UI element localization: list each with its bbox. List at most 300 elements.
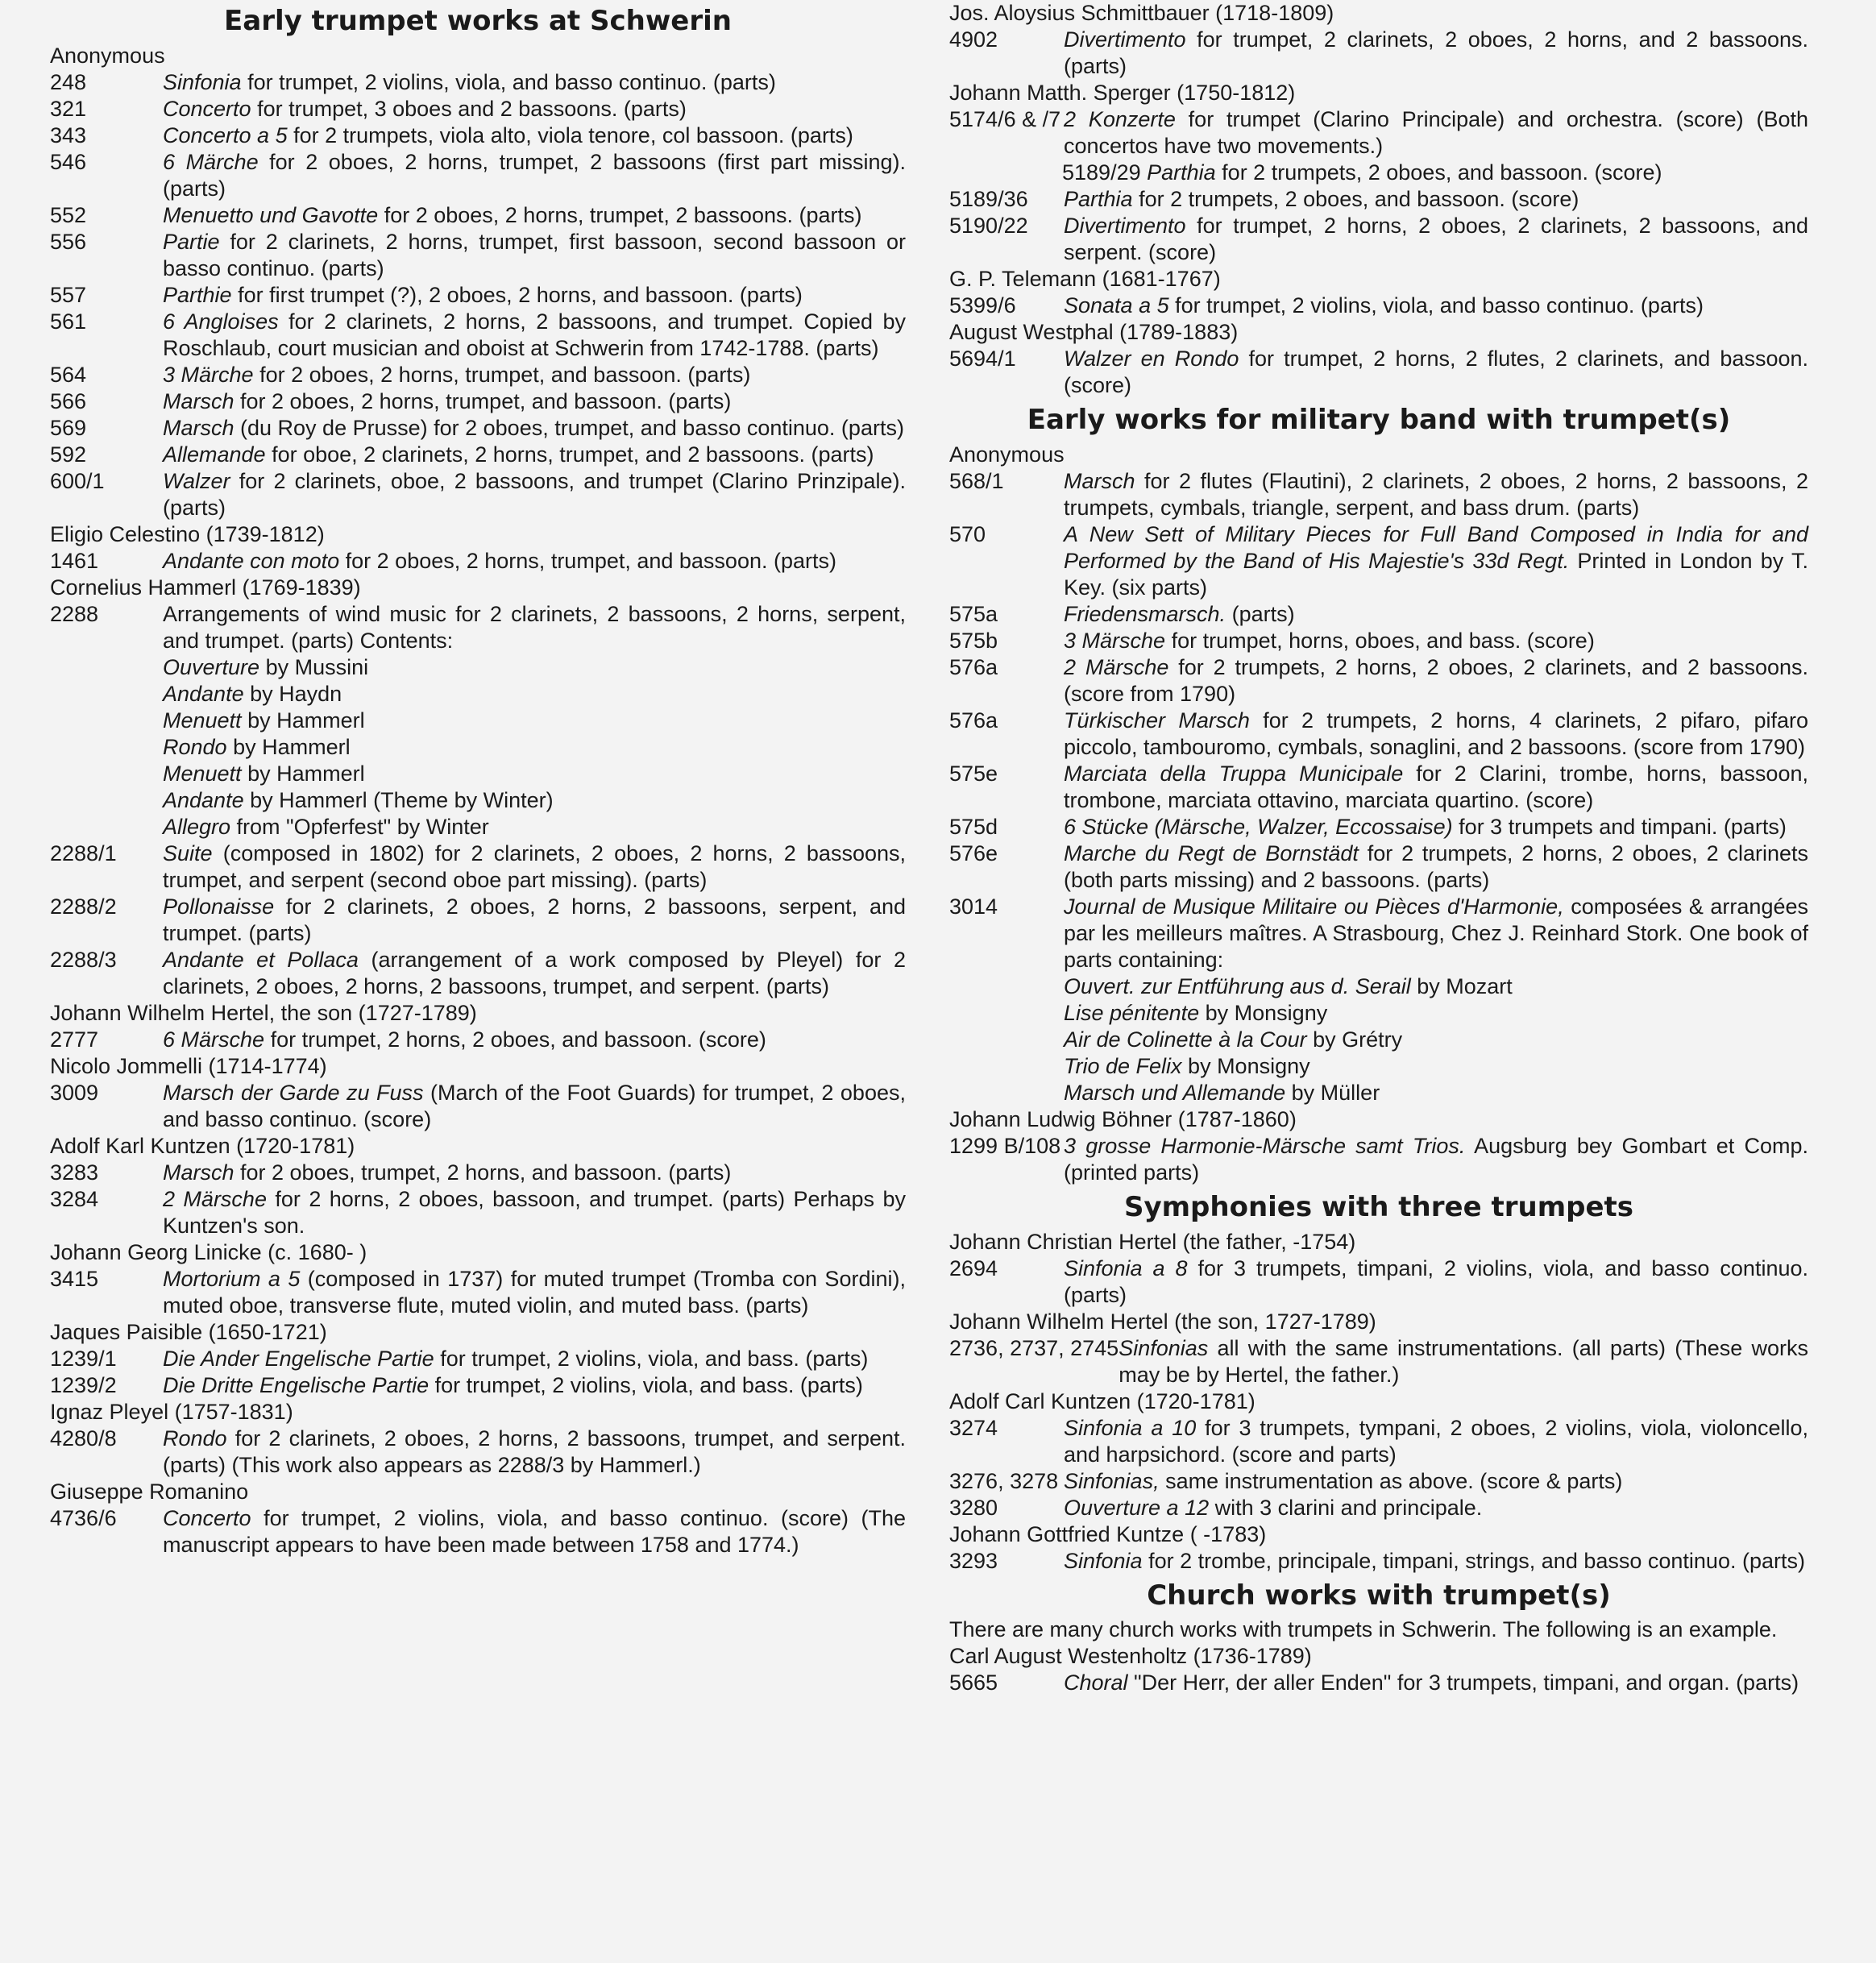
- work-title: Concerto: [163, 1505, 251, 1530]
- work-details: by Hammerl: [241, 708, 365, 732]
- work-title: Parthia: [1064, 187, 1133, 211]
- work-title: Die Dritte Engelische Partie: [163, 1372, 430, 1397]
- catalog-entry: [50, 362, 906, 388]
- catalog-entry: [50, 894, 906, 947]
- entry-description: [1064, 1548, 1808, 1575]
- catalog-number: 557: [50, 282, 87, 307]
- catalog-number: 569: [50, 415, 87, 440]
- catalog-number: 5189/29: [1062, 160, 1148, 185]
- work-details: by Monsigny: [1181, 1053, 1310, 1078]
- composer-name: Eligio Celestino (1739-1812): [50, 521, 325, 546]
- entry-description: [163, 309, 906, 362]
- composer-name: Johann Wilhelm Hertel, the son (1727-1789): [50, 1000, 477, 1025]
- work-title: 2 Konzerte: [1064, 107, 1176, 131]
- catalog-entry: [50, 282, 906, 309]
- work-title: Sonata a 5: [1064, 293, 1169, 317]
- catalog-number: 2288: [50, 601, 99, 626]
- work-title: Menuett: [163, 761, 242, 786]
- work-details: for 3 trumpets, timpani, 2 violins, viola, and basso continuo. (parts): [1064, 1255, 1808, 1307]
- composer-name: August Westphal (1789-1883): [949, 320, 1239, 344]
- work-details: (arrangement of a work composed by Pleyel) for 2 clarinets, 2 oboes, 2 horns, 2 bassoons, trumpet, and serpent. (parts): [163, 947, 906, 998]
- work-title: Journal de Musique Militaire ou Pièces d'Harmonie,: [1064, 894, 1564, 919]
- entry-description: [163, 1027, 906, 1053]
- work-title: Air de Colinette à la Cour: [1064, 1027, 1307, 1052]
- work-title: Sinfonia a 8: [1064, 1255, 1188, 1280]
- catalog-number: 600/1: [50, 468, 105, 493]
- work-details: by Haydn: [243, 681, 342, 706]
- entry-description: [163, 96, 906, 122]
- work-title: 6 Stücke (Märsche, Walzer, Eccossaise): [1064, 814, 1453, 839]
- work-details: with 3 clarini and principale.: [1209, 1495, 1483, 1520]
- entry-description: [1064, 628, 1808, 654]
- catalog-number: 2288/1: [50, 840, 117, 865]
- work-title: Pollonaisse: [163, 894, 275, 919]
- composer-name: Nicolo Jommelli (1714-1774): [50, 1053, 327, 1078]
- catalog-entry: [949, 346, 1808, 399]
- work-title: Divertimento: [1064, 27, 1186, 52]
- catalog-number: 1239/2: [50, 1372, 117, 1397]
- catalog-number: 2694: [949, 1255, 998, 1280]
- composer-name: Jaques Paisible (1650-1721): [50, 1319, 327, 1344]
- work-details: from "Opferfest" by Winter: [230, 814, 489, 839]
- work-title: Choral: [1064, 1670, 1128, 1695]
- work-title: Walzer en Rondo: [1064, 347, 1239, 371]
- catalog-number: 3276, 3278: [949, 1468, 1059, 1493]
- catalog-number: 5694/1: [949, 347, 1016, 371]
- work-details: for 2 oboes, trumpet, 2 horns, and bassoon. (parts): [234, 1160, 732, 1185]
- work-title: Andante: [163, 787, 244, 812]
- work-title: Walzer: [163, 468, 230, 493]
- work-details: for 2 oboes, 2 horns, trumpet, and bassoon. (parts): [234, 388, 732, 413]
- work-details: for 2 clarinets, 2 oboes, 2 horns, 2 bassoons, trumpet, and serpent. (parts) (This work also appears as 2288/3 by Hammerl.): [163, 1426, 906, 1477]
- work-title: Ouvert. zur Entführung aus d. Serail: [1064, 973, 1411, 998]
- work-title: Trio de Felix: [1064, 1053, 1182, 1078]
- catalog-number: 343: [50, 122, 87, 147]
- catalog-entry: [50, 840, 906, 894]
- work-title: Menuetto und Gavotte: [163, 202, 379, 227]
- entry-description: [1064, 1670, 1808, 1696]
- contents-line: [163, 708, 906, 734]
- work-details: (parts): [1226, 601, 1295, 626]
- section-title: Early works for military band with trumpet(s): [1027, 404, 1731, 436]
- work-details: for 2 trumpets, 2 oboes, and bassoon. (score): [1215, 160, 1662, 185]
- catalog-entry: [50, 415, 906, 442]
- work-title: A New Sett of Military Pieces for Full Band Composed in India for and Performed by the Band of His Majestie's 33d Regt.: [1064, 521, 1808, 573]
- entry-description: [1064, 1133, 1808, 1186]
- catalog-entry: [949, 1335, 1808, 1388]
- work-details: for trumpet, 2 clarinets, 2 oboes, 2 horns, and 2 bassoons. (parts): [1064, 27, 1808, 78]
- catalog-entry: [949, 628, 1808, 654]
- catalog-entry: [949, 213, 1808, 266]
- work-title: Marsch: [163, 1160, 234, 1185]
- work-title: Parthie: [163, 282, 232, 307]
- entry-description: [163, 1346, 906, 1372]
- work-details: for trumpet, 2 horns, 2 flutes, 2 clarinets, and bassoon. (score): [1064, 347, 1808, 397]
- entry-description: [163, 840, 906, 894]
- entry-description: [163, 229, 906, 282]
- entry-description: [163, 202, 906, 229]
- catalog-entry: [949, 1495, 1808, 1521]
- work-details: for 2 trumpets, 2 horns, 2 oboes, 2 clarinets, and 2 bassoons. (score from 1790): [1064, 654, 1808, 706]
- work-title: Divertimento: [1064, 214, 1186, 238]
- work-details: for 2 clarinets, 2 horns, trumpet, first bassoon, second bassoon or basso continuo. (parts): [163, 229, 906, 280]
- composer-name: Johann Wilhelm Hertel (the son, 1727-1789): [949, 1309, 1376, 1334]
- contents-line: [1064, 973, 1808, 1000]
- work-details: for 2 Clarini, trombe, horns, bassoon, trombone, marciata ottavino, marciata quartino. (score): [1064, 761, 1808, 812]
- catalog-number: 568/1: [949, 468, 1004, 493]
- catalog-entry: [949, 106, 1808, 160]
- work-details: for trumpet, 2 violins, viola, and basso continuo. (parts): [1168, 293, 1704, 317]
- catalog-entry: [50, 468, 906, 521]
- catalog-number: 576a: [949, 708, 998, 732]
- composer-name: Anonymous: [50, 43, 165, 68]
- work-details: for 3 trumpets, tympani, 2 oboes, 2 violins, viola, violoncello, and harpsichord. (score and parts): [1064, 1415, 1808, 1467]
- work-title: 2 Märsche: [163, 1186, 267, 1211]
- work-title: Sinfonia: [163, 69, 242, 94]
- entry-description: [1064, 654, 1808, 708]
- work-title: Marche du Regt de Bornstädt: [1064, 840, 1359, 865]
- left-column: [50, 0, 906, 1558]
- entry-description: [1064, 346, 1808, 399]
- entry-description: [1064, 468, 1808, 521]
- catalog-entry: [949, 1670, 1808, 1696]
- entry-description: [163, 947, 906, 1000]
- entry-description: [163, 282, 906, 309]
- work-title: Concerto a 5: [163, 122, 288, 147]
- work-title: Menuett: [163, 708, 242, 732]
- work-details: for trumpet, 2 horns, 2 oboes, 2 clarinets, 2 bassoons, and serpent. (score): [1064, 214, 1808, 264]
- entry-description: [1064, 106, 1808, 160]
- entry-description: [1064, 761, 1808, 814]
- entry-description: [1064, 213, 1808, 266]
- catalog-entry: [50, 1027, 906, 1053]
- catalog-entry: [50, 69, 906, 96]
- entry-description: [163, 1266, 906, 1319]
- catalog-number: 3284: [50, 1186, 99, 1211]
- entry-description: [163, 1505, 906, 1558]
- entry-description: [163, 149, 906, 202]
- catalog-number: 4280/8: [50, 1426, 117, 1450]
- work-title: 2 Märsche: [1064, 654, 1169, 679]
- work-details: for trumpet, 2 violins, viola, and basso continuo. (parts): [241, 69, 776, 94]
- work-title: Rondo: [163, 734, 227, 759]
- contents-line: [163, 681, 906, 708]
- composer-name: Adolf Carl Kuntzen (1720-1781): [949, 1388, 1256, 1413]
- catalog-number: 575a: [949, 601, 998, 626]
- catalog-number: 5190/22: [949, 214, 1028, 238]
- work-title: Concerto: [163, 96, 251, 121]
- catalog-entry: [50, 1426, 906, 1479]
- composer-name: Johann Christian Hertel (the father, -1754): [949, 1229, 1356, 1254]
- work-details: for 2 clarinets, 2 oboes, 2 horns, 2 bassoons, serpent, and trumpet. (parts): [163, 894, 906, 945]
- catalog-number: 576a: [949, 654, 998, 679]
- catalog-number: 321: [50, 96, 87, 121]
- work-title: Sinfonias: [1119, 1335, 1209, 1360]
- work-title: Suite: [163, 840, 213, 865]
- catalog-entry: [50, 1160, 906, 1186]
- entry-description: [1064, 521, 1808, 601]
- catalog-entry: [949, 1133, 1808, 1186]
- work-details: by Monsigny: [1199, 1000, 1328, 1025]
- catalog-entry: [949, 840, 1808, 894]
- work-details: by Grétry: [1306, 1027, 1403, 1052]
- work-details: for trumpet, 2 violins, viola, and bass. (parts): [429, 1372, 863, 1397]
- entry-description: [1119, 1335, 1808, 1388]
- catalog-number: 3274: [949, 1415, 998, 1440]
- work-details: composées & arrangées par les meilleurs maîtres. A Strasbourg, Chez J. Reinhard Stork. One book of parts containing:: [1064, 894, 1808, 972]
- contents-line: [1064, 1027, 1808, 1053]
- catalog-entry: [949, 160, 1808, 186]
- contents-line: [163, 734, 906, 761]
- catalog-number: 575d: [949, 814, 998, 839]
- catalog-number: 3283: [50, 1160, 99, 1185]
- work-title: Partie: [163, 229, 220, 254]
- work-title: Die Ander Engelische Partie: [163, 1346, 434, 1371]
- catalog-number: 570: [949, 521, 986, 546]
- work-details: for 3 trumpets and timpani. (parts): [1452, 814, 1787, 839]
- composer-name: Carl August Westenholtz (1736-1789): [949, 1644, 1312, 1669]
- work-details: for trumpet, 2 violins, viola, and basso continuo. (score) (The manuscript appears to have been made between 1758 and 1774.): [163, 1505, 906, 1557]
- work-title: Ouverture a 12: [1064, 1495, 1210, 1520]
- work-title: 3 Märsche: [1064, 628, 1166, 653]
- work-title: 6 Angloises: [163, 309, 279, 334]
- catalog-number: 248: [50, 69, 87, 94]
- catalog-number: 5399/6: [949, 293, 1016, 317]
- catalog-number: 1461: [50, 548, 99, 573]
- entry-description: [1064, 840, 1808, 894]
- contents-line: [163, 654, 906, 681]
- work-details: for 2 horns, 2 oboes, bassoon, and trumpet. (parts) Perhaps by Kuntzen's son.: [163, 1186, 906, 1238]
- catalog-number: 592: [50, 442, 87, 467]
- work-details: for trumpet, horns, oboes, and bass. (score): [1165, 628, 1595, 653]
- entry-description: [1064, 814, 1808, 840]
- composer-name: Adolf Karl Kuntzen (1720-1781): [50, 1133, 355, 1158]
- entry-description: [163, 388, 906, 415]
- catalog-number: 576e: [949, 840, 998, 865]
- catalog-entry: [50, 388, 906, 415]
- catalog-entry: [50, 1080, 906, 1133]
- entry-description: [1062, 160, 1662, 185]
- section-title: Symphonies with three trumpets: [1123, 1190, 1634, 1223]
- work-details: for 2 oboes, 2 horns, trumpet, 2 bassoons (first part missing). (parts): [163, 149, 906, 201]
- work-details: "Der Herr, der aller Enden" for 3 trumpets, timpani, and organ. (parts): [1127, 1670, 1799, 1695]
- catalog-entry: [50, 96, 906, 122]
- work-title: Sinfonia: [1064, 1548, 1143, 1573]
- composer-name: Cornelius Hammerl (1769-1839): [50, 575, 361, 600]
- entry-description: [1064, 894, 1808, 1106]
- work-title: Marsch und Allemande: [1064, 1080, 1286, 1105]
- work-details: for oboe, 2 clarinets, 2 horns, trumpet, and 2 bassoons. (parts): [265, 442, 874, 467]
- contents-line: [1064, 1053, 1808, 1080]
- work-details: by Hammerl: [241, 761, 365, 786]
- catalog-entry: [50, 122, 906, 149]
- entry-description: [163, 468, 906, 521]
- work-details: (composed in 1802) for 2 clarinets, 2 oboes, 2 horns, 2 bassoons, trumpet, and serpent (second oboe part missing). (parts): [163, 840, 906, 892]
- work-details: by Hammerl: [226, 734, 351, 759]
- catalog-number: 3415: [50, 1266, 99, 1291]
- catalog-entry: [949, 1415, 1808, 1468]
- work-details: for 2 oboes, 2 horns, trumpet, 2 bassoons. (parts): [378, 202, 862, 227]
- work-details: for first trumpet (?), 2 oboes, 2 horns, and bassoon. (parts): [231, 282, 803, 307]
- work-details: for 2 oboes, 2 horns, trumpet, and bassoon. (parts): [253, 362, 751, 387]
- work-details: same instrumentation as above. (score & parts): [1159, 1468, 1623, 1493]
- catalog-entry: [50, 1186, 906, 1239]
- catalog-entry: [949, 761, 1808, 814]
- entry-description: [163, 601, 906, 840]
- work-details: for 2 clarinets, oboe, 2 bassoons, and trumpet (Clarino Prinzipale). (parts): [163, 468, 906, 520]
- work-title: Andante con moto: [163, 548, 340, 573]
- work-details: for trumpet, 3 oboes and 2 bassoons. (parts): [251, 96, 687, 121]
- work-details: for trumpet, 2 horns, 2 oboes, and bassoon. (score): [264, 1027, 766, 1052]
- work-details: for 2 trumpets, viola alto, viola tenore, col bassoon. (parts): [287, 122, 853, 147]
- catalog-entry: [949, 894, 1808, 1106]
- contents-line: [1064, 1080, 1808, 1106]
- catalog-entry: [50, 442, 906, 468]
- composer-name: Johann Ludwig Böhner (1787-1860): [949, 1106, 1297, 1131]
- catalog-number: 3014: [949, 894, 998, 919]
- work-title: Rondo: [163, 1426, 227, 1450]
- work-details: for trumpet, 2 violins, viola, and bass. (parts): [434, 1346, 869, 1371]
- catalog-number: 566: [50, 388, 87, 413]
- catalog-number: 3009: [50, 1080, 99, 1105]
- composer-name: Jos. Aloysius Schmittbauer (1718-1809): [949, 1, 1334, 25]
- work-details: for 2 oboes, 2 horns, trumpet, and bassoon. (parts): [339, 548, 836, 573]
- catalog-entry: [949, 708, 1808, 761]
- work-title: Andante: [163, 681, 244, 706]
- catalog-number: 564: [50, 362, 87, 387]
- entry-description: [163, 548, 906, 575]
- work-title: Mortorium a 5: [163, 1266, 301, 1291]
- catalog-number: 575e: [949, 761, 998, 786]
- entry-description: [1064, 601, 1808, 628]
- catalog-number: 552: [50, 202, 87, 227]
- work-details: for 2 clarinets, 2 horns, 2 bassoons, and trumpet. Copied by Roschlaub, court musician and oboist at Schwerin from 1742-1788. (parts): [163, 309, 906, 360]
- work-title: Marsch der Garde zu Fuss: [163, 1080, 424, 1105]
- work-title: Marsch: [163, 388, 234, 413]
- entry-description: [163, 1160, 906, 1186]
- entry-description: [1064, 708, 1808, 761]
- work-details: by Hammerl (Theme by Winter): [243, 787, 554, 812]
- catalog-number: 546: [50, 149, 87, 174]
- work-details: Printed in London by T. Key. (six parts): [1064, 548, 1808, 600]
- work-details: by Mozart: [1410, 973, 1513, 998]
- work-title: Sinfonias,: [1064, 1468, 1160, 1493]
- composer-name: Johann Matth. Sperger (1750-1812): [949, 81, 1296, 105]
- work-title: Ouverture: [163, 654, 260, 679]
- catalog-entry: [50, 1372, 906, 1399]
- entry-description: [163, 122, 906, 149]
- catalog-number: 3293: [949, 1548, 998, 1573]
- work-title: 3 Märche: [163, 362, 254, 387]
- entry-description: [163, 1080, 906, 1133]
- work-title: Parthia: [1147, 160, 1216, 185]
- work-details: by Müller: [1285, 1080, 1380, 1105]
- catalog-entry: [50, 947, 906, 1000]
- work-details: for trumpet (Clarino Principale) and orchestra. (score) (Both concertos have two movements.): [1064, 107, 1808, 158]
- catalog-number: 2288/2: [50, 894, 117, 919]
- work-details: for 2 trumpets, 2 oboes, and bassoon. (score): [1132, 187, 1579, 211]
- catalog-entry: [50, 149, 906, 202]
- work-title: Andante et Pollaca: [163, 947, 359, 972]
- composer-name: Johann Gottfried Kuntze ( -1783): [949, 1521, 1267, 1546]
- catalog-number: 561: [50, 309, 87, 334]
- work-title: Friedensmarsch.: [1064, 601, 1226, 626]
- contents-line: [163, 814, 906, 840]
- catalog-entry: [949, 293, 1808, 319]
- catalog-entry: [50, 601, 906, 840]
- catalog-entry: [949, 814, 1808, 840]
- composer-name: Anonymous: [949, 442, 1065, 467]
- right-column: [949, 0, 1808, 1696]
- catalog-entry: [50, 1505, 906, 1558]
- catalog-entry: [949, 654, 1808, 708]
- entry-description: [1064, 1468, 1808, 1495]
- work-title: Allegro: [163, 814, 231, 839]
- catalog-number: 1239/1: [50, 1346, 117, 1371]
- work-details: for 2 trumpets, 2 horns, 4 clarinets, 2 pifaro, pifaro piccolo, tambouromo, cymbals, sonaglini, and 2 bassoons. (score from 1790): [1064, 708, 1808, 759]
- work-details: Arrangements of wind music for 2 clarinets, 2 bassoons, 2 horns, serpent, and trumpet. (parts) Contents:: [163, 601, 906, 653]
- work-title: 6 Märsche: [163, 1027, 265, 1052]
- catalog-entry: [949, 1548, 1808, 1575]
- work-title: Lise pénitente: [1064, 1000, 1200, 1025]
- catalog-number: 556: [50, 229, 87, 254]
- work-title: Marsch: [163, 415, 234, 440]
- catalog-entry: [949, 601, 1808, 628]
- catalog-number: 1299 B/108: [949, 1133, 1061, 1158]
- catalog-entry: [50, 229, 906, 282]
- intro-paragraph: There are many church works with trumpets in Schwerin. The following is an example.: [949, 1617, 1778, 1642]
- catalog-entry: [949, 1468, 1808, 1495]
- composer-name: Giuseppe Romanino: [50, 1479, 249, 1504]
- entry-description: [1064, 186, 1808, 213]
- work-title: Türkischer Marsch: [1064, 708, 1250, 732]
- catalog-entry: [50, 1346, 906, 1372]
- entry-description: [163, 1426, 906, 1479]
- work-title: Marciata della Truppa Municipale: [1064, 761, 1404, 786]
- entry-description: [163, 1186, 906, 1239]
- composer-name: Ignaz Pleyel (1757-1831): [50, 1399, 293, 1424]
- catalog-number: 4736/6: [50, 1505, 117, 1530]
- work-details: for 2 trumpets, 2 horns, 2 oboes, 2 clarinets (both parts missing) and 2 bassoons. (parts): [1064, 840, 1808, 892]
- entry-description: [1064, 293, 1808, 319]
- catalog-number: 2777: [50, 1027, 99, 1052]
- work-details: (March of the Foot Guards) for trumpet, 2 oboes, and basso continuo. (score): [163, 1080, 906, 1131]
- entry-description: [163, 69, 906, 96]
- entry-description: [1064, 1495, 1808, 1521]
- catalog-entry: [50, 1266, 906, 1319]
- work-details: (du Roy de Prusse) for 2 oboes, trumpet, and basso continuo. (parts): [234, 415, 904, 440]
- entry-description: [163, 415, 906, 442]
- entry-description: [1064, 1415, 1808, 1468]
- entry-description: [163, 1372, 906, 1399]
- section-title: Church works with trumpet(s): [1147, 1579, 1611, 1612]
- catalog-number: 4902: [949, 27, 998, 52]
- catalog-entry: [50, 202, 906, 229]
- section-title: Early trumpet works at Schwerin: [224, 5, 732, 37]
- entry-description: [1064, 27, 1808, 80]
- work-title: Allemande: [163, 442, 266, 467]
- catalog-number: 5174/6 & /7: [949, 107, 1061, 131]
- composer-name: Johann Georg Linicke (c. 1680- ): [50, 1239, 367, 1264]
- catalog-number: 2288/3: [50, 947, 117, 972]
- work-details: by Mussini: [259, 654, 369, 679]
- contents-line: [163, 787, 906, 814]
- entry-description: [163, 442, 906, 468]
- entry-description: [163, 362, 906, 388]
- entry-description: [163, 894, 906, 947]
- work-details: for 2 trombe, principale, timpani, strings, and basso continuo. (parts): [1142, 1548, 1805, 1573]
- work-title: 6 Märche: [163, 149, 259, 174]
